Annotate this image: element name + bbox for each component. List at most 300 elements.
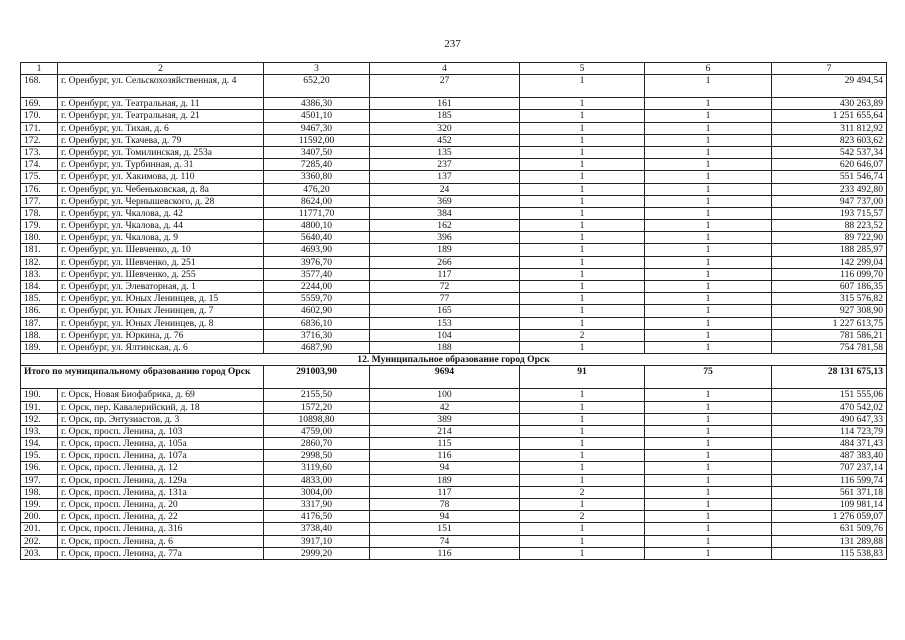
row-number: 188. (21, 329, 58, 341)
header-cell: 7 (772, 63, 887, 75)
address: г. Орск, просп. Ленина, д. 103 (58, 425, 264, 437)
table-row (21, 171, 887, 183)
table-row (21, 146, 887, 158)
address: г. Оренбург, ул. Шевченко, д. 255 (58, 268, 264, 280)
address: г. Оренбург, ул. Сельскохозяйственная, д. 4 (58, 75, 264, 98)
cost-value: 315 576,82 (772, 293, 887, 305)
cost-value: 551 546,74 (772, 171, 887, 183)
col5-value: 1 (520, 256, 645, 268)
residents-count: 72 (370, 281, 520, 293)
total-area: 3004,00 (264, 486, 370, 498)
col5-value: 1 (520, 438, 645, 450)
residents-count: 117 (370, 268, 520, 280)
table-row (21, 341, 887, 353)
total-area: 8624,00 (264, 195, 370, 207)
cost-value: 470 542,02 (772, 401, 887, 413)
cost-value: 88 223,52 (772, 220, 887, 232)
row-number: 203. (21, 547, 58, 559)
col6-value: 1 (645, 159, 772, 171)
col5-value: 1 (520, 535, 645, 547)
residents-count: 162 (370, 220, 520, 232)
residents-count: 100 (370, 389, 520, 401)
table-row (21, 462, 887, 474)
address: г. Орск, просп. Ленина, д. 107а (58, 450, 264, 462)
col6-value: 1 (645, 268, 772, 280)
address: г. Оренбург, ул. Шевченко, д. 251 (58, 256, 264, 268)
total-area: 10898,80 (264, 413, 370, 425)
address: г. Оренбург, ул. Юных Ленинцев, д. 8 (58, 317, 264, 329)
address: г. Оренбург, ул. Юркина, д. 76 (58, 329, 264, 341)
row-number: 173. (21, 146, 58, 158)
address: г. Орск, просп. Ленина, д. 316 (58, 523, 264, 535)
col5-value: 1 (520, 171, 645, 183)
total-cost: 28 131 675,13 (772, 366, 887, 389)
col5-value: 1 (520, 450, 645, 462)
col5-value: 1 (520, 413, 645, 425)
col6-value: 1 (645, 389, 772, 401)
col6-value: 1 (645, 195, 772, 207)
row-number: 189. (21, 341, 58, 353)
table-row (21, 75, 887, 98)
table-row (21, 523, 887, 535)
total-area: 4687,90 (264, 341, 370, 353)
col6-value: 1 (645, 244, 772, 256)
col6-value: 1 (645, 293, 772, 305)
residents-count: 94 (370, 462, 520, 474)
total-area: 3577,40 (264, 268, 370, 280)
table-row (21, 220, 887, 232)
section-heading-row (21, 354, 887, 366)
row-number: 179. (21, 220, 58, 232)
total-col6: 75 (645, 366, 772, 389)
address: г. Оренбург, ул. Ткачева, д. 79 (58, 134, 264, 146)
total-area: 5559,70 (264, 293, 370, 305)
row-number: 174. (21, 159, 58, 171)
table-row (21, 401, 887, 413)
cost-value: 233 492,80 (772, 183, 887, 195)
header-cell: 5 (520, 63, 645, 75)
col5-value: 1 (520, 523, 645, 535)
col6-value: 1 (645, 183, 772, 195)
cost-value: 484 371,43 (772, 438, 887, 450)
table-row (21, 547, 887, 559)
row-number: 180. (21, 232, 58, 244)
cost-value: 631 509,76 (772, 523, 887, 535)
col5-value: 1 (520, 146, 645, 158)
row-number: 185. (21, 293, 58, 305)
residents-count: 452 (370, 134, 520, 146)
residents-count: 115 (370, 438, 520, 450)
residents-count: 151 (370, 523, 520, 535)
address: г. Оренбург, ул. Хакимова, д. 110 (58, 171, 264, 183)
cost-value: 114 723,79 (772, 425, 887, 437)
cost-value: 1 251 655,64 (772, 110, 887, 122)
address: г. Орск, просп. Ленина, д. 77а (58, 547, 264, 559)
table-row (21, 499, 887, 511)
col6-value: 1 (645, 450, 772, 462)
col6-value: 1 (645, 146, 772, 158)
table-row (21, 535, 887, 547)
col5-value: 1 (520, 462, 645, 474)
residents-count: 94 (370, 511, 520, 523)
total-area: 4833,00 (264, 474, 370, 486)
cost-value: 29 494,54 (772, 75, 887, 98)
row-number: 176. (21, 183, 58, 195)
cost-value: 109 981,14 (772, 499, 887, 511)
cost-value: 1 276 059,07 (772, 511, 887, 523)
col5-value: 1 (520, 305, 645, 317)
col5-value: 1 (520, 268, 645, 280)
total-area: 7285,40 (264, 159, 370, 171)
residents-count: 165 (370, 305, 520, 317)
residents-count: 77 (370, 293, 520, 305)
col6-value: 1 (645, 413, 772, 425)
col6-value: 1 (645, 425, 772, 437)
col5-value: 1 (520, 293, 645, 305)
cost-value: 947 737,00 (772, 195, 887, 207)
row-number: 199. (21, 499, 58, 511)
cost-value: 823 603,62 (772, 134, 887, 146)
total-residents: 9694 (370, 366, 520, 389)
total-area: 3738,40 (264, 523, 370, 535)
address: г. Оренбург, ул. Чкалова, д. 42 (58, 207, 264, 219)
table-row (21, 244, 887, 256)
address: г. Оренбург, ул. Ялтинская, д. 6 (58, 341, 264, 353)
col5-value: 1 (520, 98, 645, 110)
col6-value: 1 (645, 256, 772, 268)
address: г. Орск, просп. Ленина, д. 6 (58, 535, 264, 547)
address: г. Орск, просп. Ленина, д. 22 (58, 511, 264, 523)
col5-value: 1 (520, 317, 645, 329)
col6-value: 1 (645, 486, 772, 498)
col5-value: 1 (520, 159, 645, 171)
table-row (21, 425, 887, 437)
table-row (21, 413, 887, 425)
col6-value: 1 (645, 474, 772, 486)
row-number: 175. (21, 171, 58, 183)
residents-count: 214 (370, 425, 520, 437)
col5-value: 1 (520, 183, 645, 195)
col6-value: 1 (645, 329, 772, 341)
residents-count: 384 (370, 207, 520, 219)
total-area: 4501,10 (264, 110, 370, 122)
residents-count: 153 (370, 317, 520, 329)
address: г. Оренбург, ул. Юных Ленинцев, д. 7 (58, 305, 264, 317)
residents-count: 104 (370, 329, 520, 341)
header-cell: 3 (264, 63, 370, 75)
col6-value: 1 (645, 535, 772, 547)
address: г. Орск, просп. Ленина, д. 105а (58, 438, 264, 450)
total-area: 2999,20 (264, 547, 370, 559)
col5-value: 1 (520, 195, 645, 207)
col5-value: 1 (520, 232, 645, 244)
total-area: 2244,00 (264, 281, 370, 293)
residents-count: 74 (370, 535, 520, 547)
residents-count: 369 (370, 195, 520, 207)
header-cell: 6 (645, 63, 772, 75)
row-number: 184. (21, 281, 58, 293)
col6-value: 1 (645, 317, 772, 329)
col5-value: 1 (520, 122, 645, 134)
table-row (21, 183, 887, 195)
residents-count: 320 (370, 122, 520, 134)
residents-count: 116 (370, 547, 520, 559)
total-area: 2155,50 (264, 389, 370, 401)
col5-value: 1 (520, 341, 645, 353)
cost-value: 487 383,40 (772, 450, 887, 462)
residents-count: 42 (370, 401, 520, 413)
address: г. Оренбург, ул. Театральная, д. 21 (58, 110, 264, 122)
residents-count: 189 (370, 244, 520, 256)
total-area: 3716,30 (264, 329, 370, 341)
table-row (21, 195, 887, 207)
col5-value: 1 (520, 220, 645, 232)
residents-count: 135 (370, 146, 520, 158)
total-area: 11592,00 (264, 134, 370, 146)
table-row (21, 110, 887, 122)
col6-value: 1 (645, 220, 772, 232)
cost-value: 754 781,58 (772, 341, 887, 353)
row-number: 193. (21, 425, 58, 437)
total-area: 291003,90 (264, 366, 370, 389)
col6-value: 1 (645, 171, 772, 183)
total-area: 2860,70 (264, 438, 370, 450)
col6-value: 1 (645, 281, 772, 293)
total-area: 3917,10 (264, 535, 370, 547)
row-number: 178. (21, 207, 58, 219)
row-number: 182. (21, 256, 58, 268)
col5-value: 1 (520, 110, 645, 122)
col5-value: 1 (520, 425, 645, 437)
address: г. Оренбург, ул. Чкалова, д. 9 (58, 232, 264, 244)
address: г. Оренбург, ул. Элеваторная, д. 1 (58, 281, 264, 293)
table-row (21, 511, 887, 523)
total-area: 2998,50 (264, 450, 370, 462)
cost-value: 188 285,97 (772, 244, 887, 256)
col5-value: 2 (520, 511, 645, 523)
row-number: 194. (21, 438, 58, 450)
total-area: 3119,60 (264, 462, 370, 474)
col5-value: 1 (520, 207, 645, 219)
col5-value: 1 (520, 75, 645, 98)
residents-count: 161 (370, 98, 520, 110)
municipality-total-row (21, 366, 887, 389)
col5-value: 1 (520, 389, 645, 401)
residents-count: 117 (370, 486, 520, 498)
table-header-row (21, 63, 887, 75)
address: г. Оренбург, ул. Чкалова, д. 44 (58, 220, 264, 232)
address: г. Оренбург, ул. Турбинная, д. 31 (58, 159, 264, 171)
cost-value: 1 227 613,75 (772, 317, 887, 329)
residents-count: 116 (370, 450, 520, 462)
residents-count: 78 (370, 499, 520, 511)
total-area: 476,20 (264, 183, 370, 195)
total-area: 4800,10 (264, 220, 370, 232)
table-row (21, 232, 887, 244)
col5-value: 2 (520, 486, 645, 498)
col6-value: 1 (645, 511, 772, 523)
col6-value: 1 (645, 462, 772, 474)
row-number: 168. (21, 75, 58, 98)
col6-value: 1 (645, 341, 772, 353)
residents-count: 188 (370, 341, 520, 353)
residents-count: 27 (370, 75, 520, 98)
residents-count: 137 (370, 171, 520, 183)
total-area: 652,20 (264, 75, 370, 98)
row-number: 187. (21, 317, 58, 329)
cost-value: 620 646,07 (772, 159, 887, 171)
total-area: 9467,30 (264, 122, 370, 134)
table-row (21, 305, 887, 317)
table-row (21, 486, 887, 498)
total-col5: 91 (520, 366, 645, 389)
row-number: 202. (21, 535, 58, 547)
row-number: 186. (21, 305, 58, 317)
col6-value: 1 (645, 122, 772, 134)
cost-value: 89 722,90 (772, 232, 887, 244)
cost-value: 311 812,92 (772, 122, 887, 134)
col5-value: 2 (520, 329, 645, 341)
address: г. Орск, пер. Кавалерийский, д. 18 (58, 401, 264, 413)
address: г. Оренбург, ул. Шевченко, д. 10 (58, 244, 264, 256)
residents-count: 389 (370, 413, 520, 425)
address: г. Орск, пр. Энтузиастов, д. 3 (58, 413, 264, 425)
table-row (21, 268, 887, 280)
cost-value: 542 537,34 (772, 146, 887, 158)
total-area: 3407,50 (264, 146, 370, 158)
total-area: 4693,90 (264, 244, 370, 256)
table-row (21, 329, 887, 341)
header-cell: 4 (370, 63, 520, 75)
table-row (21, 317, 887, 329)
row-number: 201. (21, 523, 58, 535)
table-row (21, 207, 887, 219)
table-row (21, 474, 887, 486)
row-number: 181. (21, 244, 58, 256)
header-cell: 1 (21, 63, 58, 75)
row-number: 195. (21, 450, 58, 462)
residents-count: 24 (370, 183, 520, 195)
table-row (21, 256, 887, 268)
row-number: 191. (21, 401, 58, 413)
cost-value: 193 715,57 (772, 207, 887, 219)
table-row (21, 438, 887, 450)
total-area: 4602,90 (264, 305, 370, 317)
address: г. Оренбург, ул. Тихая, д. 6 (58, 122, 264, 134)
cost-value: 607 186,35 (772, 281, 887, 293)
col6-value: 1 (645, 547, 772, 559)
col6-value: 1 (645, 232, 772, 244)
cost-value: 116 099,70 (772, 268, 887, 280)
cost-value: 131 289,88 (772, 535, 887, 547)
address: г. Оренбург, ул. Чебеньковская, д. 8а (58, 183, 264, 195)
row-number: 197. (21, 474, 58, 486)
apartment-buildings-table (20, 62, 887, 560)
col6-value: 1 (645, 134, 772, 146)
cost-value: 490 647,33 (772, 413, 887, 425)
section-title: 12. Муниципальное образование город Орск (21, 354, 887, 366)
row-number: 192. (21, 413, 58, 425)
col5-value: 1 (520, 499, 645, 511)
row-number: 190. (21, 389, 58, 401)
col6-value: 1 (645, 401, 772, 413)
col5-value: 1 (520, 244, 645, 256)
table-row (21, 450, 887, 462)
cost-value: 115 538,83 (772, 547, 887, 559)
header-cell: 2 (58, 63, 264, 75)
residents-count: 185 (370, 110, 520, 122)
col6-value: 1 (645, 523, 772, 535)
total-area: 1572,20 (264, 401, 370, 413)
address: г. Оренбург, ул. Театральная, д. 11 (58, 98, 264, 110)
row-number: 196. (21, 462, 58, 474)
residents-count: 189 (370, 474, 520, 486)
cost-value: 142 299,04 (772, 256, 887, 268)
page-number: 237 (444, 38, 461, 50)
col6-value: 1 (645, 305, 772, 317)
col5-value: 1 (520, 474, 645, 486)
col5-value: 1 (520, 281, 645, 293)
address: г. Орск, просп. Ленина, д. 129а (58, 474, 264, 486)
total-area: 4759,00 (264, 425, 370, 437)
col5-value: 1 (520, 401, 645, 413)
residents-count: 237 (370, 159, 520, 171)
total-area: 3360,80 (264, 171, 370, 183)
cost-value: 781 586,21 (772, 329, 887, 341)
table-row (21, 159, 887, 171)
row-number: 200. (21, 511, 58, 523)
cost-value: 561 371,18 (772, 486, 887, 498)
col6-value: 1 (645, 110, 772, 122)
cost-value: 151 555,06 (772, 389, 887, 401)
table-row (21, 122, 887, 134)
address: г. Орск, просп. Ленина, д. 131а (58, 486, 264, 498)
address: г. Оренбург, ул. Чернышевского, д. 28 (58, 195, 264, 207)
address: г. Оренбург, ул. Томилинская, д. 253а (58, 146, 264, 158)
row-number: 170. (21, 110, 58, 122)
cost-value: 116 599,74 (772, 474, 887, 486)
col6-value: 1 (645, 98, 772, 110)
row-number: 171. (21, 122, 58, 134)
col5-value: 1 (520, 134, 645, 146)
residents-count: 396 (370, 232, 520, 244)
total-label: Итого по муниципальному образованию город Орск (21, 366, 264, 389)
row-number: 169. (21, 98, 58, 110)
table-row (21, 293, 887, 305)
table-row (21, 98, 887, 110)
row-number: 183. (21, 268, 58, 280)
cost-value: 707 237,14 (772, 462, 887, 474)
col6-value: 1 (645, 438, 772, 450)
row-number: 198. (21, 486, 58, 498)
address: г. Орск, просп. Ленина, д. 20 (58, 499, 264, 511)
row-number: 177. (21, 195, 58, 207)
residents-count: 266 (370, 256, 520, 268)
address: г. Орск, просп. Ленина, д. 12 (58, 462, 264, 474)
total-area: 4176,50 (264, 511, 370, 523)
total-area: 4386,30 (264, 98, 370, 110)
cost-value: 430 263,89 (772, 98, 887, 110)
row-number: 172. (21, 134, 58, 146)
total-area: 3317,90 (264, 499, 370, 511)
address: г. Орск, Новая Биофабрика, д. 69 (58, 389, 264, 401)
col6-value: 1 (645, 207, 772, 219)
col6-value: 1 (645, 75, 772, 98)
cost-value: 927 308,90 (772, 305, 887, 317)
table-row (21, 134, 887, 146)
col6-value: 1 (645, 499, 772, 511)
table-row (21, 389, 887, 401)
